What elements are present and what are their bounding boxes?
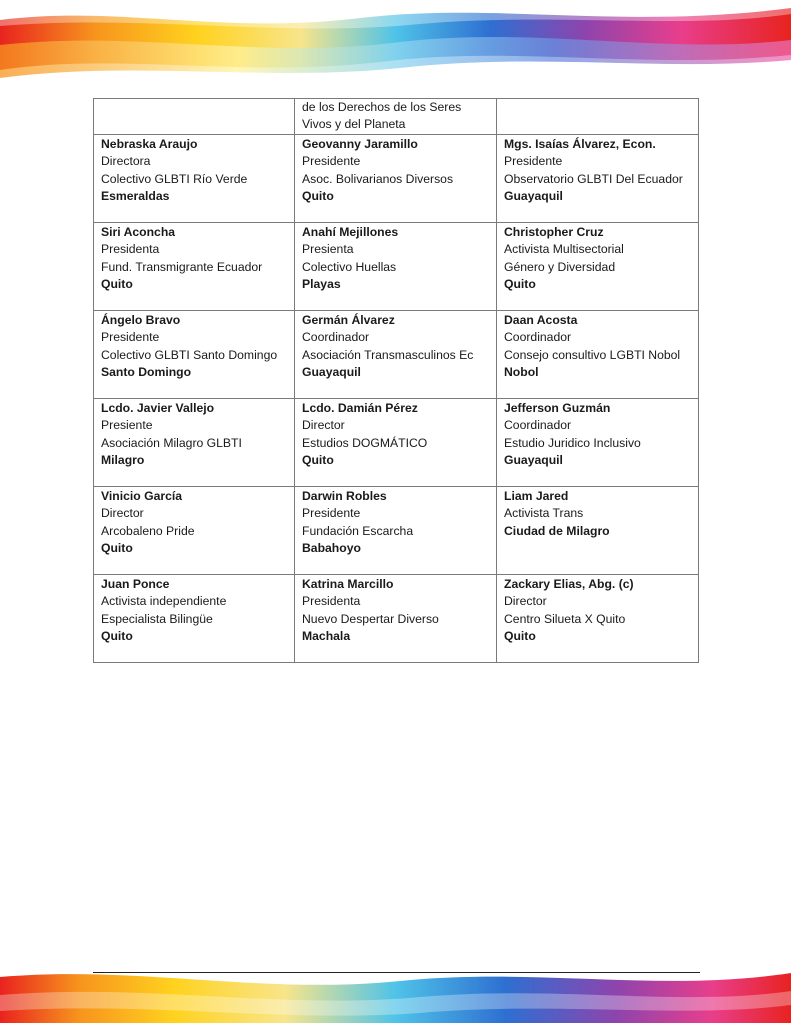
table-cell bbox=[497, 135, 699, 223]
signatory-city: Milagro bbox=[101, 453, 145, 468]
signatory-city: Babahoyo bbox=[302, 541, 361, 556]
table-cell bbox=[295, 135, 497, 223]
signatory-name: Geovanny Jaramillo bbox=[302, 137, 418, 151]
table-cell bbox=[497, 99, 699, 135]
table-row bbox=[94, 487, 699, 575]
table-row bbox=[94, 135, 699, 223]
signatory-organization: Centro Silueta X Quito bbox=[504, 611, 626, 626]
table-cell bbox=[497, 575, 699, 663]
signatory-organization: Observatorio GLBTI Del Ecuador bbox=[504, 171, 683, 186]
signatory-name: Mgs. Isaías Álvarez, Econ. bbox=[504, 137, 656, 151]
signatory-organization: Fund. Transmigrante Ecuador bbox=[101, 259, 263, 274]
signatory-organization: Fundación Escarcha bbox=[302, 523, 414, 538]
signatory-city: Santo Domingo bbox=[101, 365, 192, 380]
signatory-role: Presidente bbox=[302, 506, 361, 521]
table-cell bbox=[295, 575, 497, 663]
signatory-role: Coordinador bbox=[504, 418, 572, 433]
table-cell bbox=[295, 399, 497, 487]
table-row bbox=[94, 311, 699, 399]
rainbow-wave-graphic bbox=[0, 955, 791, 1023]
cell-text-line: de los Derechos de los Seres bbox=[302, 100, 462, 114]
signatory-name: Vinicio García bbox=[101, 489, 183, 503]
signatory-name: Liam Jared bbox=[504, 489, 569, 503]
signatory-name: Lcdo. Damián Pérez bbox=[302, 401, 418, 415]
table-cell bbox=[94, 99, 295, 135]
table-cell bbox=[497, 223, 699, 311]
table-cell bbox=[94, 399, 295, 487]
signatory-role: Coordinador bbox=[302, 330, 370, 345]
signatory-organization: Asociación Milagro GLBTI bbox=[101, 435, 242, 450]
table-row bbox=[94, 223, 699, 311]
signatory-city: Guayaquil bbox=[504, 189, 563, 204]
cell-text-line: Vivos y del Planeta bbox=[302, 117, 406, 132]
signatory-name: Germán Álvarez bbox=[302, 313, 395, 327]
table-cell bbox=[94, 311, 295, 399]
bottom-rainbow-banner bbox=[0, 955, 791, 1023]
rainbow-wave-graphic bbox=[0, 0, 791, 90]
signatory-role: Director bbox=[504, 594, 547, 609]
signatory-city: Nobol bbox=[504, 365, 539, 380]
signatory-city: Quito bbox=[101, 277, 133, 292]
signatory-role: Activista Trans bbox=[504, 506, 584, 521]
signatory-city: Quito bbox=[101, 541, 133, 556]
signatory-city: Quito bbox=[101, 629, 133, 644]
signatory-role: Presienta bbox=[302, 242, 354, 257]
table-cell bbox=[94, 135, 295, 223]
top-rainbow-banner bbox=[0, 0, 791, 90]
signatory-role: Activista Multisectorial bbox=[504, 242, 624, 257]
signatory-role: Director bbox=[101, 506, 144, 521]
signatory-role: Directora bbox=[101, 154, 151, 169]
signatory-role: Director bbox=[302, 418, 345, 433]
signatory-city: Guayaquil bbox=[302, 365, 361, 380]
signatory-organization: Asoc. Bolivarianos Diversos bbox=[302, 171, 454, 186]
signatory-name: Darwin Robles bbox=[302, 489, 387, 503]
signatory-city: Quito bbox=[504, 277, 536, 292]
signatory-name: Jefferson Guzmán bbox=[504, 401, 611, 415]
table-cell bbox=[295, 223, 497, 311]
signatory-role: Presiente bbox=[101, 418, 153, 433]
table-cell bbox=[295, 311, 497, 399]
signatory-name: Juan Ponce bbox=[101, 577, 170, 591]
signatory-organization: Género y Diversidad bbox=[504, 259, 616, 274]
signatory-role: Presidenta bbox=[302, 594, 361, 609]
signatory-city: Esmeraldas bbox=[101, 189, 170, 204]
table-row bbox=[94, 575, 699, 663]
signatory-organization: Consejo consultivo LGBTI Nobol bbox=[504, 347, 681, 362]
signatory-role: Coordinador bbox=[504, 330, 572, 345]
signatories-table bbox=[93, 98, 699, 663]
signatory-name: Lcdo. Javier Vallejo bbox=[101, 401, 215, 415]
signatory-city: Quito bbox=[302, 453, 334, 468]
signatory-name: Ángelo Bravo bbox=[101, 313, 181, 327]
signatory-role: Presidenta bbox=[101, 242, 160, 257]
signatory-role: Presidente bbox=[504, 154, 563, 169]
signatory-city: Quito bbox=[302, 189, 334, 204]
signatory-organization: Especialista Bilingüe bbox=[101, 611, 213, 626]
table-cell bbox=[295, 99, 497, 135]
signatory-name: Daan Acosta bbox=[504, 313, 578, 327]
signatory-name: Siri Aconcha bbox=[101, 225, 176, 239]
signatory-name: Zackary Elias, Abg. (c) bbox=[504, 577, 634, 591]
table-row bbox=[94, 99, 699, 135]
signatory-organization: Estudios DOGMÁTICO bbox=[302, 435, 428, 450]
signatory-name: Christopher Cruz bbox=[504, 225, 604, 239]
signatory-city: Ciudad de Milagro bbox=[504, 523, 610, 538]
signatory-name: Anahí Mejillones bbox=[302, 225, 399, 239]
signatory-city: Playas bbox=[302, 277, 341, 292]
table-cell bbox=[497, 311, 699, 399]
signatory-city: Guayaquil bbox=[504, 453, 563, 468]
signatory-name: Nebraska Araujo bbox=[101, 137, 198, 151]
signatory-organization: Asociación Transmasculinos Ec bbox=[302, 347, 474, 362]
signatory-city: Quito bbox=[504, 629, 536, 644]
signatory-city: Machala bbox=[302, 629, 351, 644]
signatory-name: Katrina Marcillo bbox=[302, 577, 394, 591]
table-cell bbox=[94, 223, 295, 311]
table-cell bbox=[94, 487, 295, 575]
table-cell bbox=[295, 487, 497, 575]
signatory-organization: Arcobaleno Pride bbox=[101, 523, 195, 538]
table-cell bbox=[497, 487, 699, 575]
signatory-organization: Colectivo Huellas bbox=[302, 259, 397, 274]
signatory-organization: Colectivo GLBTI Santo Domingo bbox=[101, 347, 278, 362]
table-row bbox=[94, 399, 699, 487]
signatory-organization: Nuevo Despertar Diverso bbox=[302, 611, 439, 626]
signatory-role: Activista independiente bbox=[101, 594, 227, 609]
table-cell bbox=[497, 399, 699, 487]
signatory-role: Presidente bbox=[302, 154, 361, 169]
signatory-role: Presidente bbox=[101, 330, 160, 345]
table-cell bbox=[94, 575, 295, 663]
signatory-organization: Colectivo GLBTI Río Verde bbox=[101, 171, 248, 186]
signatory-organization: Estudio Juridico Inclusivo bbox=[504, 435, 641, 450]
